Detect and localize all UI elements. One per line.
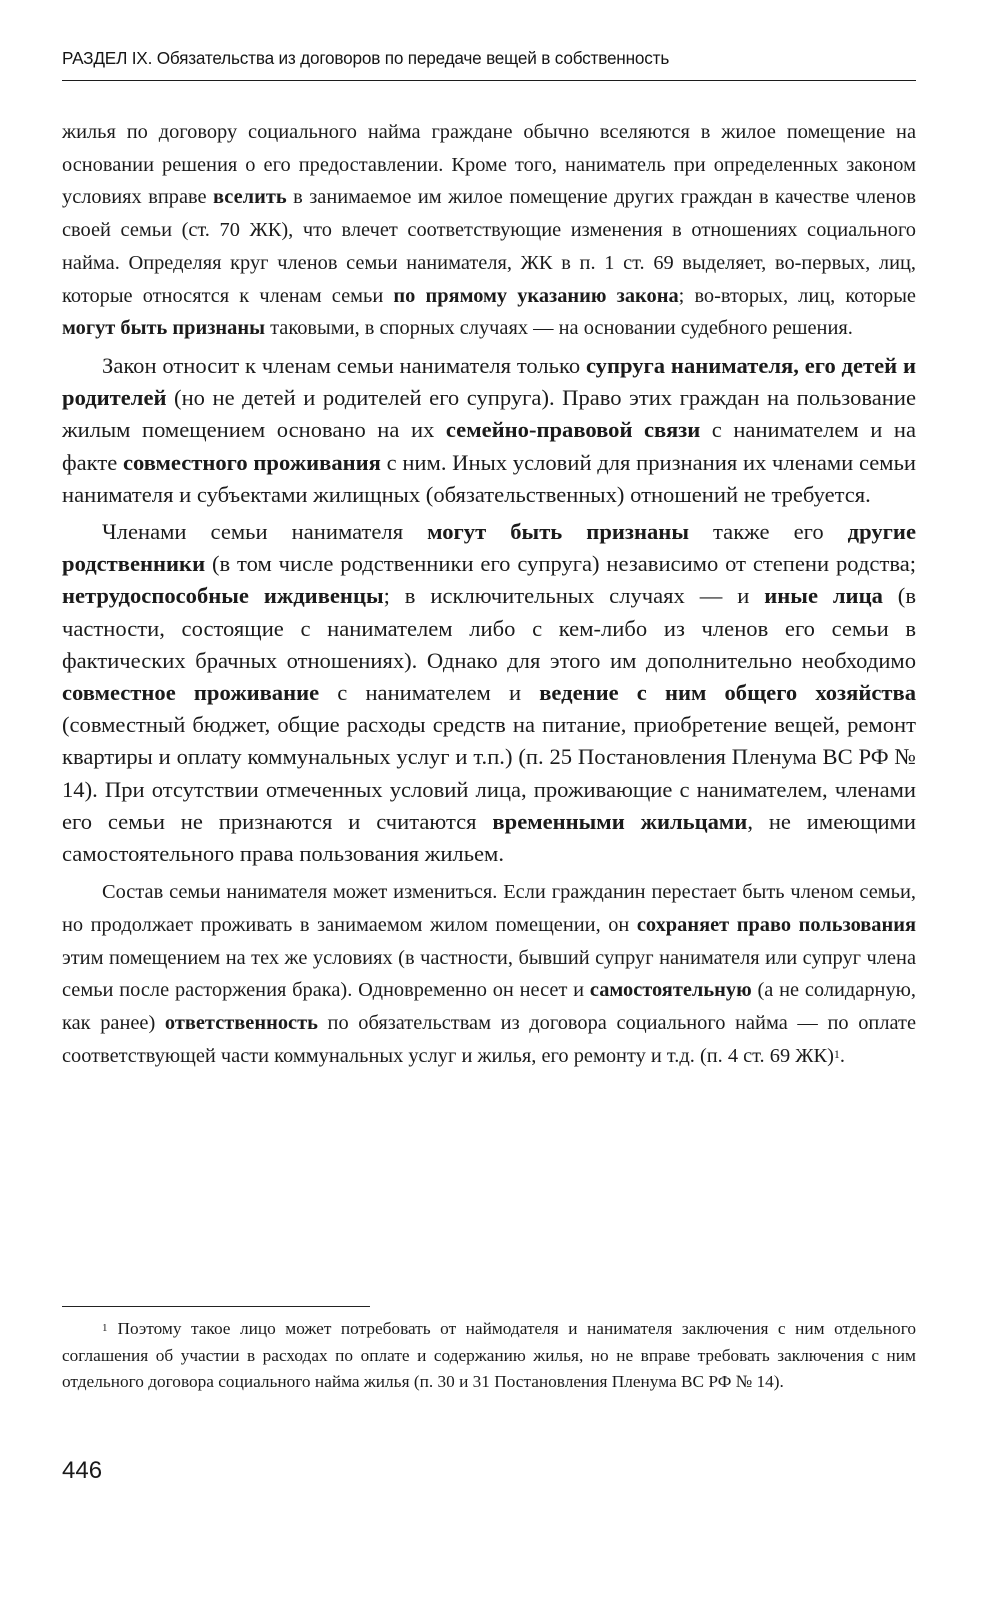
page-number: 446 (62, 1457, 103, 1484)
text-run: жилья по договору социального найма граждане обычно вселяются в жилое помещение на основании решения о его предоставлении. Кроме того, наниматель при определенных законом условиях вправе (62, 121, 916, 209)
bold-term: могут быть признаны (427, 518, 689, 544)
bold-term: иные лица (764, 583, 883, 609)
text-run: Состав семьи нанимателя может измениться. Если гражданин перестает быть членом семьи, но продолжает проживать в занимаемом жилом помещении, он (62, 881, 916, 936)
text-run: , не имеющими самостоятельного права пользования жильем. (62, 808, 916, 866)
footnote-mark: 1 (102, 1322, 108, 1334)
bold-term: другие родственники (62, 518, 916, 577)
text-run: с нанимателем и (319, 679, 540, 705)
bold-term: совместное проживание (62, 679, 320, 705)
bold-term: сохраняет право пользования (636, 913, 916, 936)
text-run: с ним. Иных условий для признания их членами семьи нанимателя и субъектами жилищных (обязательственных) отношений не требуется. (62, 449, 916, 507)
paragraph-2 (62, 350, 916, 511)
bold-term: вселить (213, 186, 287, 209)
paragraph-1 (62, 116, 916, 345)
bold-term: совместного проживания (122, 449, 381, 475)
text-run: ; в исключительных случаях — и (383, 583, 765, 609)
bold-term: могут быть признаны (62, 317, 266, 340)
paragraph-3 (62, 516, 916, 870)
text-run: ; во-вторых, лиц, которые (678, 284, 916, 307)
paragraph-4: Состав семьи нанимателя может измениться. Если гражданин перестает быть членом семьи, но продолжает проживать в занимаемом жилом помещении, он сохраняет право пользования этим помещением на тех же условиях (в частности, бывший супруг нанимателя или супруг члена семьи после расторжения брака). Одновременно он несет и самостоятельную (а не солидарную, как ранее) ответственность по обязательствам из договора социального найма — по оплате соответствующей части коммунальных услуг и жилья, его ремонту и т.д. (п. 4 ст. 69 ЖК)$^1$. (62, 881, 916, 1067)
bold-term: временными жильцами (492, 808, 748, 834)
bold-term: ответственность (164, 1011, 318, 1034)
text-run: (в том числе родственники его супруга) независимо от степени родства; (205, 551, 916, 577)
bold-term: самостоятельную (589, 979, 752, 1002)
bold-term: супруга нанимателя, его детей и родителей (62, 352, 916, 411)
text-run: Членами семьи нанимателя (102, 518, 428, 544)
text-run: с нанимателем и на факте (62, 417, 916, 475)
text-run: (совместный бюджет, общие расходы средств на питание, приобретение вещей, ремонт квартиры и оплату коммунальных услуг и т.п.) (п. 25 Постановления Пленума ВС РФ № 14). При отсутствии отмеченных условий лица, проживающие с нанимателем, членами его семьи не признаются и считаются (62, 712, 916, 834)
book-page (62, 0, 916, 1600)
footnote-text: Поэтому такое лицо может потребовать от наймодателя и нанимателя заключения с ним отдельного соглашения об участии в расходах по оплате и содержанию жилья, но не вправе требовать заключения с ним отдельного договора социального найма жилья (п. 30 и 31 Постановления Пленума ВС РФ № 14). (62, 1319, 916, 1392)
text-run: (в частности, состоящие с нанимателем либо с кем-либо из членов его семьи в фактических брачных отношениях). Однако для этого им дополнительно необходимо (62, 583, 916, 673)
text-run: Закон относит к членам семьи нанимателя только (102, 352, 586, 378)
text-run: (но не детей и родителей его супруга). Право этих граждан на пользование жилым помещением основано на их (62, 385, 916, 443)
bold-term: нетрудоспособные иждивенцы (62, 583, 384, 609)
body-text (62, 116, 916, 1072)
bold-term: семейно-правовой связи (445, 417, 701, 443)
footnote (62, 1316, 916, 1396)
text-run: по обязательствам из договора социального найма — по оплате соответствующей части коммунальных услуг и жилья, его ремонту и т.д. (п. 4 ст. 69 ЖК) (62, 1011, 916, 1067)
footnote-separator (62, 1306, 370, 1307)
paragraph-4-content (62, 881, 916, 1067)
running-head: РАЗДЕЛ IX. Обязательства из договоров по передаче вещей в собственность (62, 48, 670, 68)
text-run: таковыми, в спорных случаях — на основании судебного решения. (265, 317, 853, 340)
footnote-reference[interactable]: 1 (833, 1046, 840, 1061)
header-rule (62, 80, 916, 81)
bold-term: ведение с ним общего хозяйства (539, 679, 917, 705)
text-run: также его (688, 518, 848, 544)
text-run: в занимаемое им жилое помещение других граждан в качестве членов своей семьи (ст. 70 ЖК), что влечет соответствующие изменения в отношениях социального найма. Определяя круг членов семьи нанимателя, ЖК в п. 1 ст. 69 выделяет, во-первых, лиц, которые относятся к членам семьи (62, 186, 916, 307)
text-run: этим помещением на тех же условиях (в частности, бывший супруг нанимателя или супруг члена семьи после расторжения брака). Одновременно он несет и (62, 946, 916, 1002)
text-run: (а не солидарную, как ранее) (62, 979, 916, 1034)
bold-term: по прямому указанию закона (393, 284, 679, 307)
